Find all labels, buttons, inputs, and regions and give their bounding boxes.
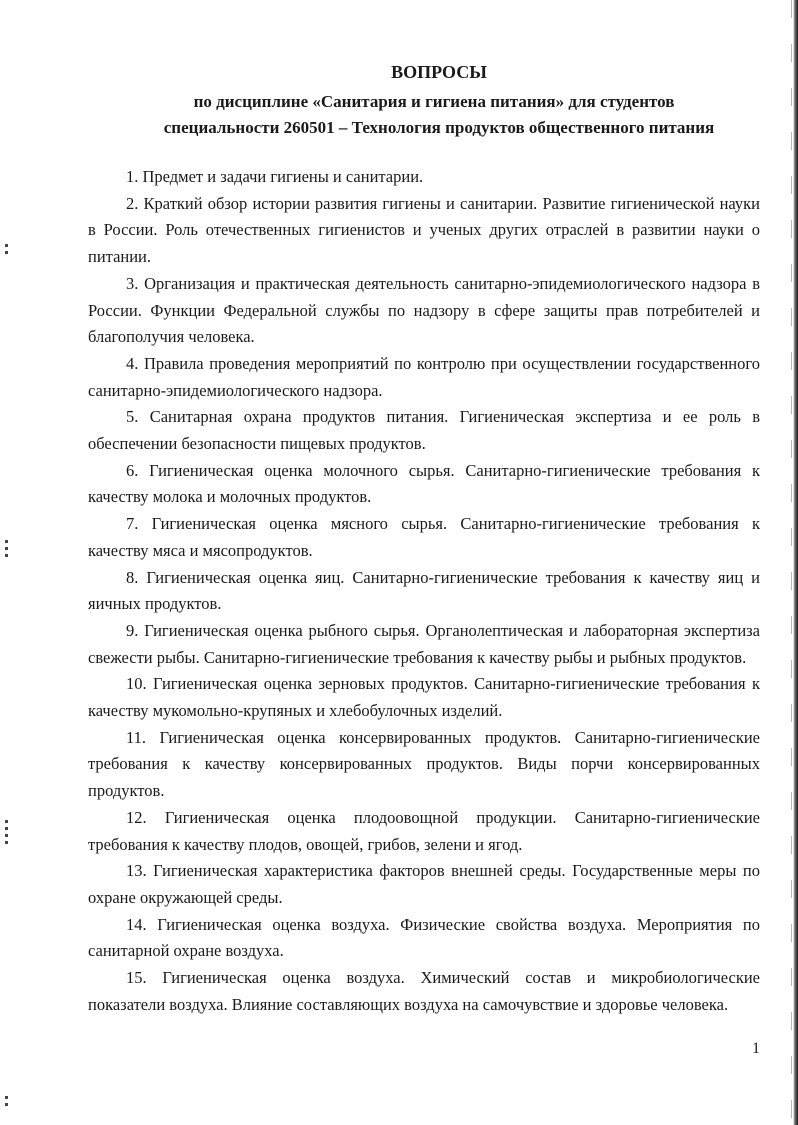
binder-hole-mark: [5, 244, 8, 258]
binder-hole-mark: [5, 540, 8, 561]
question-item: 7. Гигиеническая оценка мясного сырья. Санитарно-гигиенические требования к качеству мяса и мясопродуктов.: [88, 514, 760, 560]
question-item: 14. Гигиеническая оценка воздуха. Физические свойства воздуха. Мероприятия по санитарной охране воздуха.: [88, 914, 760, 961]
question-item: 8. Гигиеническая оценка яиц. Санитарно-гигиенические требования к качеству яиц и яичных продуктов.: [88, 567, 760, 614]
binder-hole-mark: [5, 1096, 8, 1110]
question-item: 15. Гигиеническая оценка воздуха. Химический состав и микробиологические показатели воздуха. Влияние составляющих воздуха на самочувствие и здоровье человека.: [88, 968, 760, 1014]
document-subtitle-discipline: по дисциплине «Санитария и гигиена питания» для студентов: [193, 92, 675, 111]
question-item: 5. Санитарная охрана продуктов питания. Гигиеническая экспертиза и ее роль в обеспечении безопасности пищевых продуктов.: [88, 407, 760, 454]
question-item: 11. Гигиеническая оценка консервированных продуктов. Санитарно-гигиенические требования к качеству консервированных продуктов. Виды порчи консервированных продуктов.: [88, 727, 760, 801]
binder-hole-mark: [5, 820, 8, 848]
document-title: ВОПРОСЫ: [391, 62, 487, 82]
scan-edge-streak: [791, 0, 792, 1125]
question-item: 6. Гигиеническая оценка молочного сырья. Санитарно-гигиенические требования к качеству молока и молочных продуктов.: [88, 460, 760, 507]
question-item: 13. Гигиеническая характеристика факторов внешней среды. Государственные меры по охране окружающей среды.: [88, 861, 760, 907]
document-subtitle-specialty: специальности 260501 – Технология продуктов общественного питания: [163, 118, 715, 137]
question-item: 1. Предмет и задачи гигиены и санитарии.: [126, 167, 424, 186]
page-number: 1: [752, 1040, 760, 1057]
question-item: 3. Организация и практическая деятельность санитарно-эпидемиологического надзора в России. Функции Федеральной службы по надзору в сфере защиты прав потребителей и благополучия человека.: [88, 273, 760, 347]
question-list: [88, 164, 760, 1019]
question-item: 9. Гигиеническая оценка рыбного сырья. Органолептическая и лабораторная экспертиза свежести рыбы. Санитарно-гигиенические требования к качеству рыбы и рыбных продуктов.: [88, 620, 760, 667]
question-item: 2. Краткий обзор истории развития гигиены и санитарии. Развитие гигиенической науки в России. Роль отечественных гигиенистов и ученых других отраслей в развитии науки о питании.: [88, 193, 760, 267]
question-item: 12. Гигиеническая оценка плодоовощной продукции. Санитарно-гигиенические требования к качеству плодов, овощей, грибов, зелени и ягод.: [88, 807, 760, 854]
question-item: 10. Гигиеническая оценка зерновых продуктов. Санитарно-гигиенические требования к качеству мукомольно-крупяных и хлебобулочных изделий.: [88, 674, 760, 721]
scan-edge-shadow: [793, 0, 798, 1125]
question-item: 4. Правила проведения мероприятий по контролю при осуществлении государственного санитарно-эпидемиологического надзора.: [88, 353, 760, 400]
